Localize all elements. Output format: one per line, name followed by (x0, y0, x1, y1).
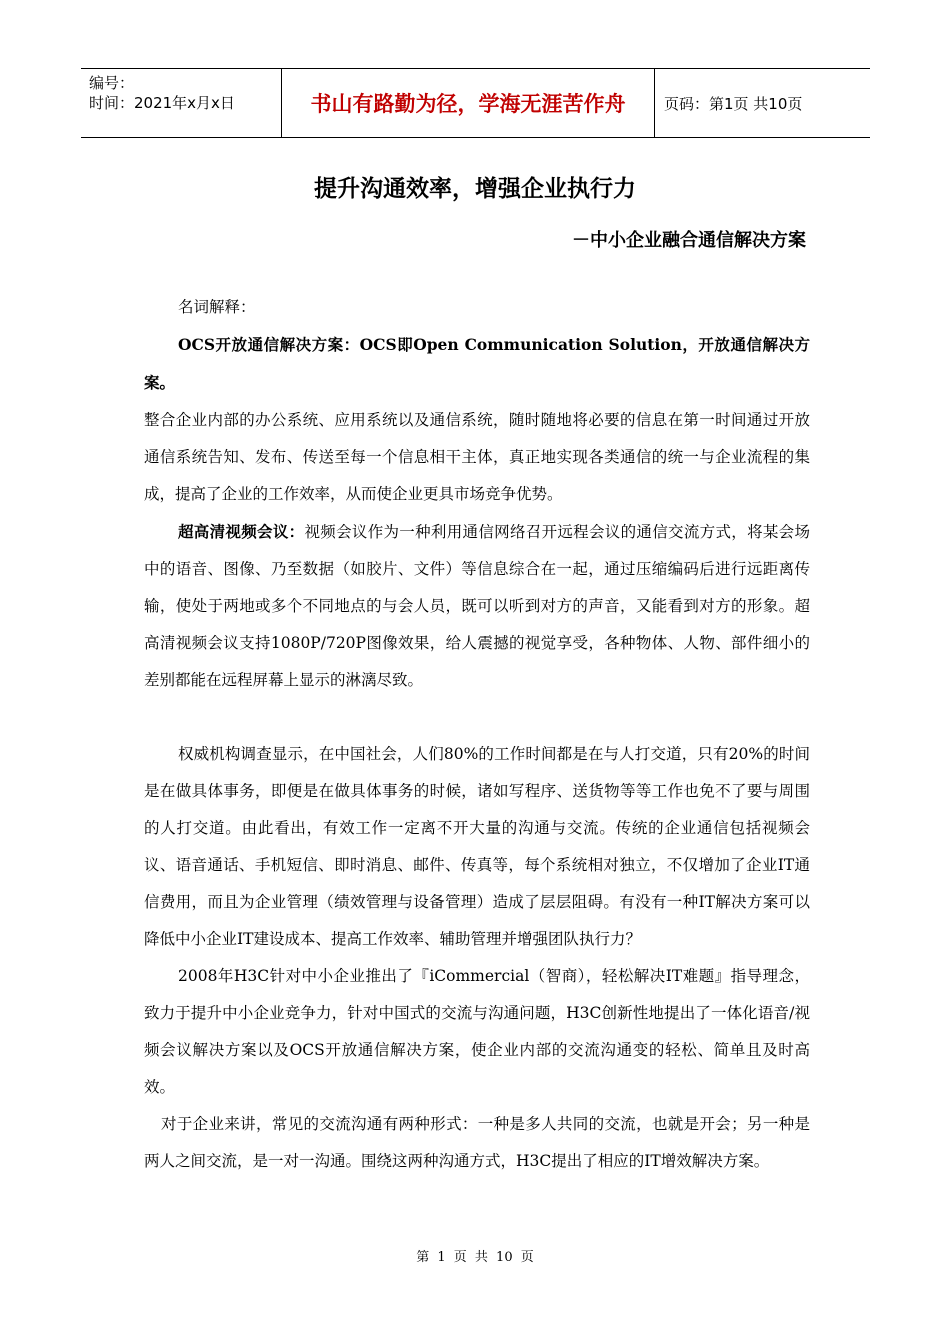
number-label: 编号： (89, 74, 135, 92)
page-footer: 第 1 页 共 10 页 (416, 1250, 534, 1265)
glossary-heading: 名词解释： (178, 298, 256, 316)
document-header-table (81, 68, 870, 138)
header-meta-cell (81, 69, 281, 137)
ocs-term-text: OCS开放通信解决方案：OCS即Open Communication Solution，开放通信解决方案。 (144, 335, 810, 392)
document-subtitle: －中小企业融合通信解决方案 (572, 230, 806, 251)
survey-paragraph: 权威机构调查显示，在中国社会，人们80%的工作时间都是在与人打交道，只有20%的时间是在做具体事务，即便是在做具体事务的时候，诸如写程序、送货物等等工作也免不了要与周围的人打交道。由此看出，有效工作一定离不开大量的沟通与交流。传统的企业通信包括视频会议、语音通话、手机短信、即时消息、邮件、传真等，每个系统相对独立，不仅增加了企业IT通信费用，而且为企业管理（绩效管理与设备管理）造成了层层阻碍。有没有一种IT解决方案可以降低中小企业IT建设成本、提高工作效率、辅助管理并增强团队执行力？ (144, 745, 810, 948)
document-body (144, 289, 810, 1180)
header-page-code: 页码：第1页 共10页 (664, 94, 803, 113)
video-paragraph (144, 513, 810, 699)
forms-paragraph: 对于企业来讲，常见的交流沟通有两种形式：一种是多人共同的交流，也就是开会；另一种是两人之间交流，是一对一沟通。围绕这两种沟通方式，H3C提出了相应的IT增效解决方案。 (144, 1115, 810, 1170)
h3c-paragraph: 2008年H3C针对中小企业推出了『iCommercial（智商），轻松解决IT难题』指导理念，致力于提升中小企业竞争力，针对中国式的交流与沟通问题，H3C创新性地提出了一体化语音/视频会议解决方案以及OCS开放通信解决方案，使企业内部的交流沟通变的轻松、简单且及时高效。 (144, 967, 810, 1096)
time-label: 时间：2021年x月x日 (89, 94, 235, 112)
document-title: 提升沟通效率，增强企业执行力 (314, 176, 636, 202)
ocs-description: 整合企业内部的办公系统、应用系统以及通信系统，随时随地将必要的信息在第一时间通过开放通信系统告知、发布、传送至每一个信息相干主体，真正地实现各类通信的统一与企业流程的集成，提高了企业的工作效率，从而使企业更具市场竞争优势。 (144, 411, 810, 503)
header-motto: 书山有路勤为径，学海无涯苦作舟 (281, 69, 655, 137)
video-description: 视频会议作为一种利用通信网络召开远程会议的通信交流方式，将某会场中的语音、图像、乃至数据（如胶片、文件）等信息综合在一起，通过压缩编码后进行远距离传输，使处于两地或多个不同地点的与会人员，既可以听到对方的声音，又能看到对方的形象。超高清视频会议支持1080P/720P图像效果，给人震撼的视觉享受，各种物体、人物、部件细小的差别都能在远程屏幕上显示的淋漓尽致。 (144, 523, 810, 689)
video-term: 超高清视频会议： (178, 522, 305, 541)
paragraph-gap (144, 699, 810, 736)
ocs-term (144, 326, 810, 402)
